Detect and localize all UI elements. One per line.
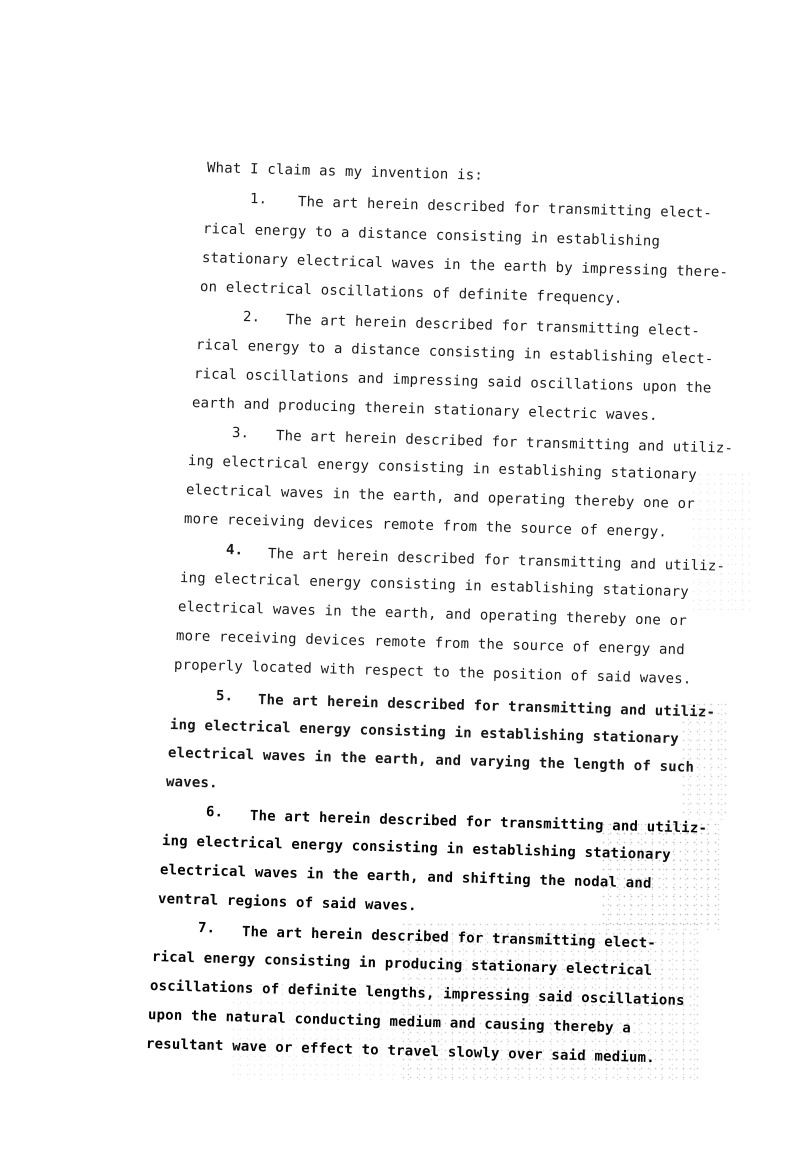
claim-line: more receiving devices remote from the source of energy. [183, 511, 668, 541]
claim-line: rical energy to a distance consisting in establishing [202, 221, 661, 250]
claim-line: ing electrical energy consisting in establishing stationary [169, 717, 680, 748]
claim-line: ventral regions of said waves. [157, 891, 417, 915]
claim-line: oscillations of definite lengths, impressing said oscillations [149, 978, 685, 1009]
claim-line: ing electrical energy consisting in establishing stationary [187, 453, 698, 484]
claim-number: 1. [249, 191, 268, 208]
claim-line: electrical waves in the earth, and shifting the nodal and [159, 862, 652, 892]
claim-line: rical energy to a distance consisting in establishing elect- [195, 337, 714, 368]
claim-line: on electrical oscillations of definite frequency. [199, 279, 623, 307]
claim-number: 3. [231, 425, 250, 442]
claim-line: stationary electrical waves in the earth by impressing there- [201, 250, 729, 281]
intro-line: What I claim as my invention is: [206, 160, 484, 184]
claim-line: upon the natural conducting medium and causing thereby a [147, 1007, 632, 1037]
claim-line: The art herein described for transmitting elect- [241, 924, 657, 952]
claim-line: electrical waves in the earth, and operating thereby one or [177, 599, 688, 630]
claim-number: 4. [225, 542, 244, 559]
claim-line: electrical waves in the earth, and operating thereby one or [185, 482, 696, 513]
claim-line: more receiving devices remote from the source of energy and [175, 628, 686, 659]
claim-line: resultant wave or effect to travel slowly over said medium. [145, 1036, 656, 1067]
claim-line: rical energy consisting in producing stationary electrical [151, 949, 653, 979]
claim-line: ing electrical energy consisting in establishing stationary [179, 570, 690, 601]
claim-number: 5. [215, 688, 234, 705]
scan-noise [690, 470, 750, 610]
claim-number: 2. [242, 309, 261, 326]
claim-line: The art herein described for transmitting and utiliz- [257, 692, 716, 721]
claim-line: properly located with respect to the position of said waves. [173, 657, 692, 688]
claim-line: earth and producing therein stationary electric waves. [191, 395, 658, 425]
claim-line: The art herein described for transmitting and utiliz- [249, 808, 708, 837]
claim-line: The art herein described for transmitting elect- [285, 312, 701, 340]
claim-line: ing electrical energy consisting in establishing stationary [161, 833, 672, 864]
claim-number: 6. [205, 804, 224, 821]
claim-line: The art herein described for transmitting elect- [297, 194, 713, 222]
claim-line: The art herein described for transmitting and utiliz- [267, 546, 726, 575]
claim-number: 7. [197, 920, 216, 937]
claim-line: The art herein described for transmitting and utiliz- [275, 428, 734, 457]
claim-line: electrical waves in the earth, and varying the length of such [167, 745, 695, 776]
claim-line: rical oscillations and impressing said oscillations upon the [193, 366, 712, 397]
claim-line: waves. [165, 774, 218, 792]
